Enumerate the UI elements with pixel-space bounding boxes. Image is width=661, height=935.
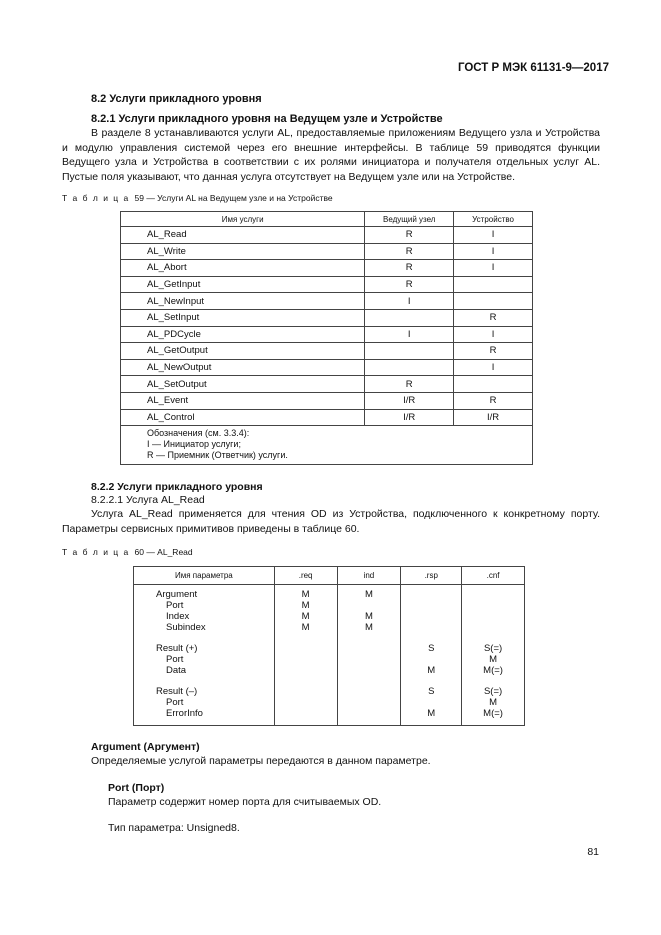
table60-cell-param [134, 639, 275, 682]
table59-cell-master: R [365, 227, 454, 244]
table59-row [121, 409, 533, 426]
table59-cell-device [454, 376, 533, 393]
table59-cell-service: AL_NewOutput [121, 359, 365, 376]
table60-cell-ind [337, 585, 401, 640]
table60-param-name: Data [166, 665, 187, 676]
table60-cell-ind [337, 682, 401, 726]
table60-value [462, 622, 524, 633]
table60-group-row [134, 682, 525, 726]
table60-value [275, 686, 337, 697]
table59-row [121, 359, 533, 376]
table60-param-name: Index [166, 611, 190, 622]
table60-value [338, 697, 401, 708]
table59 [120, 211, 533, 465]
table60-value: M [301, 589, 310, 600]
table60-value [275, 665, 337, 676]
subsection-title: 8.2.1 Услуги прикладного уровня на Ведущем узле и Устройстве [91, 113, 443, 125]
table59-row [121, 227, 533, 244]
table60-value [401, 622, 461, 633]
port-description: Параметр содержит номер порта для считываемых OD. [108, 796, 382, 808]
table59-cell-device: I [454, 260, 533, 277]
table60-value: S(=) [483, 686, 503, 697]
table59-cell-master [365, 343, 454, 360]
table60-value: M(=) [483, 665, 503, 676]
table60-value: M [489, 654, 498, 665]
table60-value: S [428, 643, 435, 654]
table59-cell-master [365, 309, 454, 326]
table60-param-name: Port [166, 697, 184, 708]
table59-cell-service: AL_GetInput [121, 276, 365, 293]
table60-value [275, 643, 337, 654]
section2-paragraph: Услуга AL_Read применяется для чтения OD из Устройства, подключенного к конкретному порту. Параметры сервисных примитивов приведены в таблице 60. [62, 508, 600, 535]
table59-cell-service: AL_Event [121, 392, 365, 409]
table59-cell-master: R [365, 243, 454, 260]
table60-value [462, 589, 524, 600]
table60-value [401, 654, 461, 665]
section2-subtitle: 8.2.2.1 Услуга AL_Read [91, 494, 205, 506]
table60-value [401, 600, 461, 611]
table59-cell-device [454, 276, 533, 293]
table59-note-line: R — Приемник (Ответчик) услуги. [147, 450, 288, 461]
table60-value: M [427, 665, 436, 676]
table59-cell-device: R [454, 309, 533, 326]
table60 [133, 566, 525, 726]
table59-header-device: Устройство [454, 212, 533, 227]
page-number: 81 [587, 846, 599, 858]
table59-cell-master [365, 359, 454, 376]
table60-value: M [301, 611, 310, 622]
table60-value: M [364, 589, 373, 600]
table60-cell-req [274, 682, 337, 726]
table59-row [121, 243, 533, 260]
table60-param-name: Subindex [166, 622, 206, 633]
table60-value [462, 611, 524, 622]
table60-param-name: Result (–) [156, 686, 198, 697]
table59-cell-service: AL_GetOutput [121, 343, 365, 360]
table60-value [462, 600, 524, 611]
table59-row [121, 293, 533, 310]
table60-cell-param [134, 682, 275, 726]
table60-header-req: .req [274, 567, 337, 585]
table59-cell-master: I/R [365, 392, 454, 409]
table59-cell-service: AL_NewInput [121, 293, 365, 310]
table59-row [121, 260, 533, 277]
table59-row [121, 276, 533, 293]
table60-cell-rsp [401, 585, 462, 640]
table60-cell-req [274, 639, 337, 682]
intro-paragraph: В разделе 8 устанавливаются услуги AL, предоставляемые приложениям Ведущего узла и Устройства и модулю управления системой через его внешние интерфейсы. В таблице 59 приводятся функции Ведущего узла и Устройства в соответствии с их ролями инициатора и получателя отдельных услуг AL. Пустые поля указывают, что данная услуга отсутствует на Ведущем узле или на Устройстве. [62, 127, 600, 183]
table59-cell-service: AL_SetInput [121, 309, 365, 326]
table60-value: M [364, 622, 373, 633]
table60-value [338, 686, 401, 697]
table59-caption-label: Т а б л и ц а [62, 193, 130, 203]
table59-cell-service: AL_SetOutput [121, 376, 365, 393]
table60-value: M [301, 600, 310, 611]
table60-cell-ind [337, 639, 401, 682]
argument-title: Argument (Аргумент) [91, 741, 200, 753]
table60-cell-rsp [401, 682, 462, 726]
table60-value: M [427, 708, 436, 719]
table60-value: M [364, 611, 373, 622]
document-header: ГОСТ Р МЭК 61131-9—2017 [457, 62, 609, 74]
table59-note-line: Обозначения (см. 3.3.4): [147, 428, 250, 439]
table59-cell-device [454, 293, 533, 310]
table60-group-row [134, 639, 525, 682]
table60-value [338, 600, 401, 611]
port-type: Тип параметра: Unsigned8. [108, 822, 240, 834]
table60-cell-cnf [462, 682, 525, 726]
table59-cell-device: I [454, 326, 533, 343]
table60-header-ind: ind [337, 567, 401, 585]
table60-param-name: ErrorInfo [166, 708, 203, 719]
table60-value [338, 654, 401, 665]
section-title: 8.2 Услуги прикладного уровня [91, 93, 262, 105]
table59-row [121, 309, 533, 326]
table60-header-param: Имя параметра [134, 567, 275, 585]
table60-value [401, 611, 461, 622]
port-title: Port (Порт) [108, 782, 165, 794]
table60-group-row [134, 585, 525, 640]
table60-value: S [428, 686, 435, 697]
table59-caption [62, 193, 333, 203]
table60-value [338, 665, 401, 676]
table59-cell-master: R [365, 276, 454, 293]
table60-value [275, 708, 337, 719]
table60-cell-cnf [462, 585, 525, 640]
table60-value: M [301, 622, 310, 633]
table60-caption-text: 60 — AL_Read [134, 547, 193, 557]
table59-cell-service: AL_Read [121, 227, 365, 244]
table60-header-row [134, 567, 525, 585]
table60-caption [62, 547, 193, 557]
table60-value [275, 654, 337, 665]
table60-cell-cnf [462, 639, 525, 682]
table59-caption-text: 59 — Услуги AL на Ведущем узле и на Устройстве [134, 193, 333, 203]
table59-cell-device: I [454, 359, 533, 376]
table60-cell-param [134, 585, 275, 640]
table60-value [401, 697, 461, 708]
table59-header-service: Имя услуги [121, 212, 365, 227]
table59-cell-device: I [454, 227, 533, 244]
table60-value [275, 697, 337, 708]
table60-value: M [489, 697, 498, 708]
table59-header-master: Ведущий узел [365, 212, 454, 227]
table59-row [121, 392, 533, 409]
table59-cell-master: I [365, 326, 454, 343]
table59-cell-master: R [365, 376, 454, 393]
table60-value [338, 643, 401, 654]
table60-param-name: Argument [156, 589, 198, 600]
argument-description: Определяемые услугой параметры передаются в данном параметре. [91, 755, 431, 767]
table60-param-name: Result (+) [156, 643, 198, 654]
table59-cell-device: R [454, 343, 533, 360]
table59-row [121, 326, 533, 343]
table59-header-row [121, 212, 533, 227]
table60-caption-label: Т а б л и ц а [62, 547, 130, 557]
table59-cell-device: I/R [454, 409, 533, 426]
table59-cell-service: AL_Abort [121, 260, 365, 277]
table60-cell-req [274, 585, 337, 640]
table59-note-row [121, 426, 533, 465]
table60-cell-rsp [401, 639, 462, 682]
table59-cell-device: R [454, 392, 533, 409]
section2-title: 8.2.2 Услуги прикладного уровня [91, 481, 263, 493]
table59-row [121, 343, 533, 360]
table59-cell-master: I [365, 293, 454, 310]
table59-cell-master: R [365, 260, 454, 277]
table59-cell-service: AL_Control [121, 409, 365, 426]
table59-cell-device: I [454, 243, 533, 260]
table60-value [338, 708, 401, 719]
table60-value [401, 589, 461, 600]
table59-note-line: I — Инициатор услуги; [147, 439, 241, 450]
table60-param-name: Port [166, 600, 184, 611]
table60-header-rsp: .rsp [401, 567, 462, 585]
table60-value: M(=) [483, 708, 503, 719]
table59-cell-service: AL_PDCycle [121, 326, 365, 343]
table59-cell-master: I/R [365, 409, 454, 426]
table60-value: S(=) [483, 643, 503, 654]
table60-header-cnf: .cnf [462, 567, 525, 585]
table59-note [121, 426, 533, 465]
table60-param-name: Port [166, 654, 184, 665]
table59-row [121, 376, 533, 393]
table59-cell-service: AL_Write [121, 243, 365, 260]
